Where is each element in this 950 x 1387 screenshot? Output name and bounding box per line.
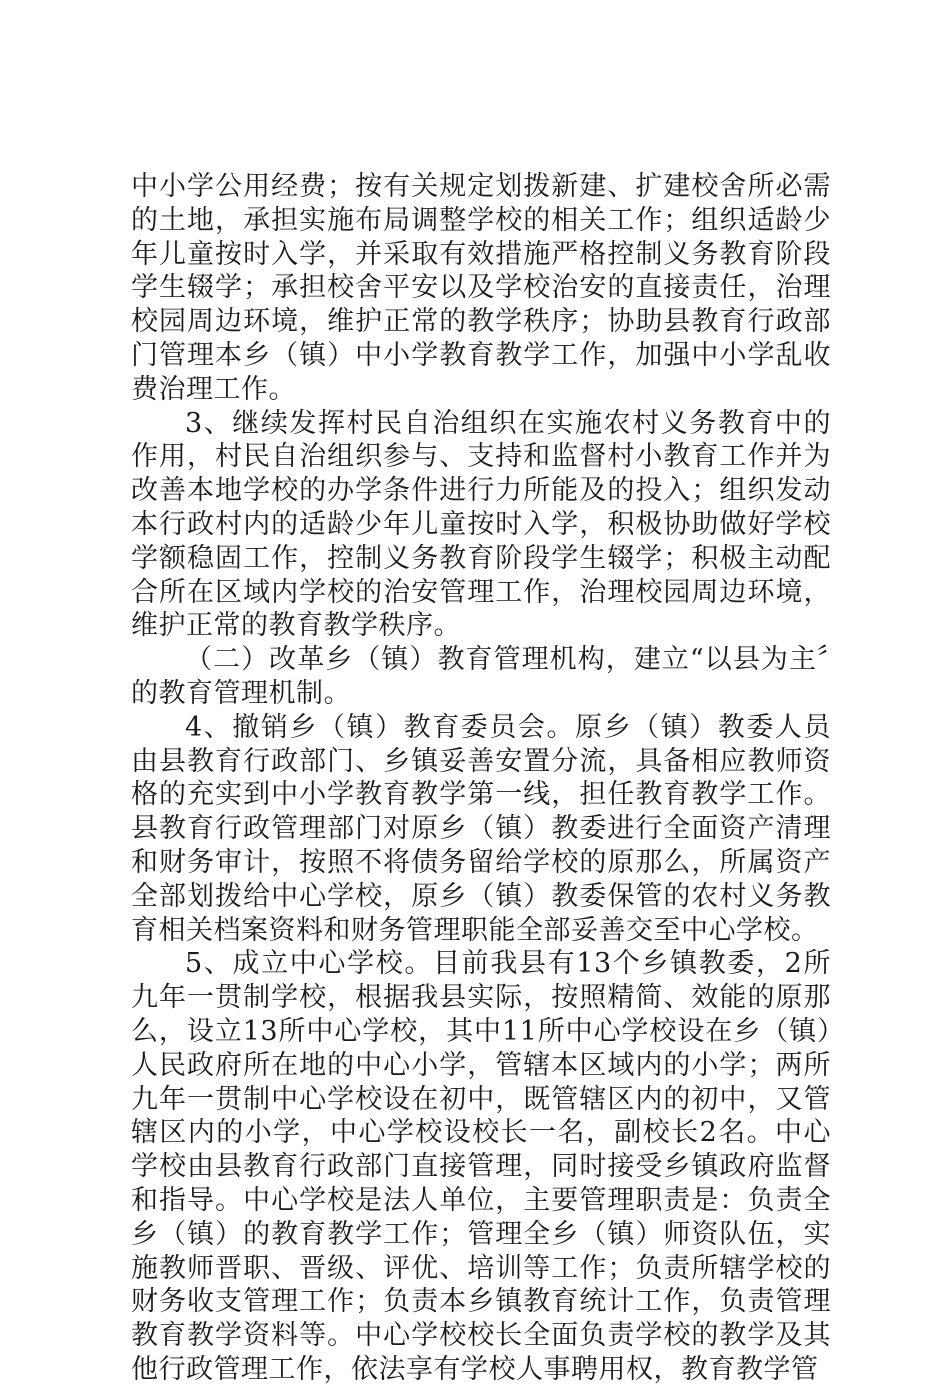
section-heading-reform: （二）改革乡（镇）教育管理机构，建立“以县为主〞的教育管理机制。 <box>131 644 831 709</box>
paragraph-central-schools: 5、成立中心学校。目前我县有13个乡镇教委，2所九年一贯制学校，根据我县实际，按照精简、效能的原那么，设立13所中心学校，其中11所中心学校设在乡（镇）人民政府所在地的中心小学，管辖本区域内的小学；两所九年一贯制中心学校设在初中，既管辖区内的初中，又管辖区内的小学，中心学校设校长一名，副校长2名。中心学校由县教育行政部门直接管理，同时接受乡镇政府监督和指导。中心学校是法人单位，主要管理职责是：负责全乡（镇）的教育教学工作；管理全乡（镇）师资队伍，实施教师晋职、晋级、评优、培训等工作；负责所辖学校的财务收支管理工作；负责本乡镇教育统计工作，负责管理教育教学资料等。中心学校校长全面负责学校的教学及其他行政管理工作，依法享有学校人事聘用权，教育教学管 <box>131 948 831 1385</box>
paragraph-village-autonomy: 3、继续发挥村民自治组织在实施农村义务教育中的作用，村民自治组织参与、支持和监督村小教育工作并为改善本地学校的办学条件进行力所能及的投入；组织发动本行政村内的适龄少年儿童按时入学，积极协助做好学校学额稳固工作，控制义务教育阶段学生辍学；积极主动配合所在区域内学校的治安管理工作，治理校园周边环境，维护正常的教育教学秩序。 <box>131 407 831 642</box>
paragraph-funding-duties: 中小学公用经费；按有关规定划拨新建、扩建校舍所必需的土地，承担实施布局调整学校的相关工作；组织适龄少年儿童按时入学，并采取有效措施严格控制义务教育阶段学生辍学；承担校舍平安以及学校治安的直接责任，治理校园周边环境，维护正常的教学秩序；协助县教育行政部门管理本乡（镇）中小学教育教学工作，加强中小学乱收费治理工作。 <box>131 171 831 405</box>
paragraph-abolish-committee: 4、撤销乡（镇）教育委员会。原乡（镇）教委人员由县教育行政部门、乡镇妥善安置分流，具备相应教师资格的充实到中小学教育教学第一线，担任教育教学工作。县教育行政管理部门对原乡（镇）教委进行全面资产清理和财务审计，按照不将债务留给学校的原那么，所属资产全部划拨给中心学校，原乡（镇）教委保管的农村义务教育相关档案资料和财务管理职能全部妥善交至中心学校。 <box>131 711 831 946</box>
document-body <box>131 170 831 1387</box>
